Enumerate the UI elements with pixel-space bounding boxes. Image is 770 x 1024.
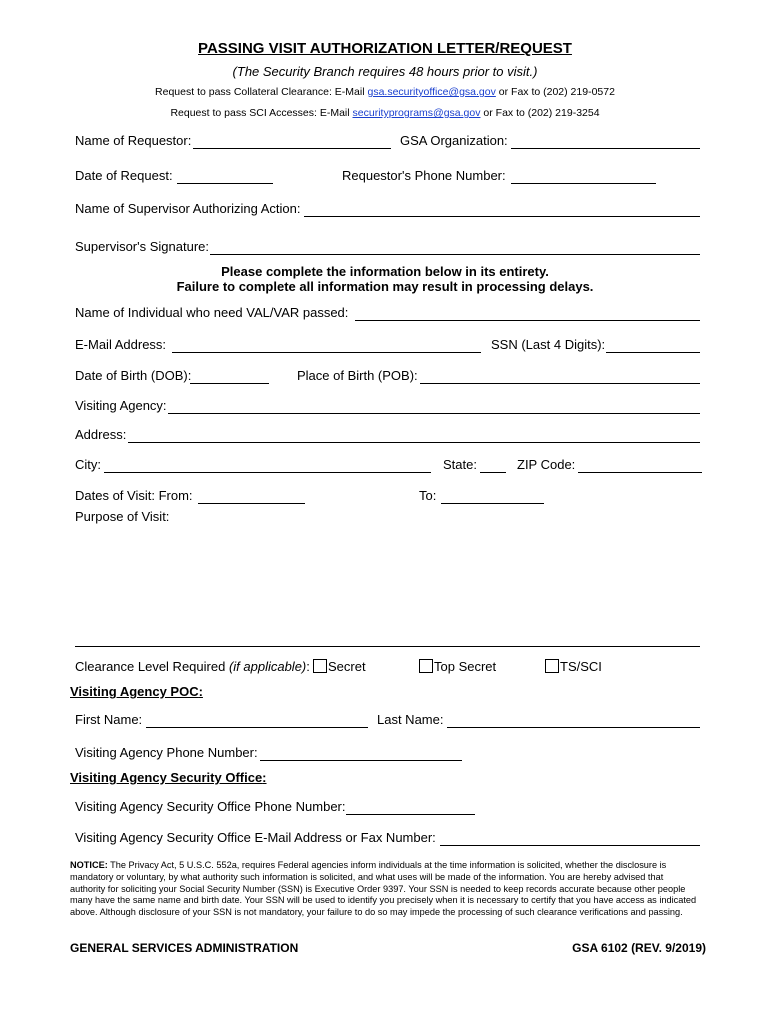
zip-field[interactable] [578, 472, 702, 473]
poc-first-name-field[interactable] [146, 727, 368, 728]
dates-to-label: To: [419, 488, 437, 503]
address-label: Address: [75, 427, 127, 442]
poc-phone-label: Visiting Agency Phone Number: [75, 745, 258, 760]
requestor-name-field[interactable] [193, 148, 391, 149]
supervisor-signature-label: Supervisor's Signature: [75, 239, 209, 254]
visiting-agency-field[interactable] [168, 413, 700, 414]
city-label: City: [75, 457, 101, 472]
ts-sci-checkbox[interactable] [545, 659, 559, 673]
ssn-label: SSN (Last 4 Digits): [491, 337, 606, 352]
zip-label: ZIP Code: [517, 457, 576, 472]
purpose-label: Purpose of Visit: [75, 509, 170, 524]
requestor-phone-field[interactable] [511, 183, 656, 184]
sci-email-link[interactable]: securityprograms@gsa.gov [352, 107, 481, 119]
poc-section-heading: Visiting Agency POC: [70, 684, 203, 699]
poc-last-name-field[interactable] [447, 727, 700, 728]
ssn-field[interactable] [606, 352, 700, 353]
poc-section-title: Visiting Agency POC [70, 684, 199, 699]
security-office-phone-field[interactable] [346, 814, 475, 815]
form-subtitle: (The Security Branch requires 48 hours prior to visit.) [232, 64, 538, 79]
security-office-section-title: Visiting Agency Security Office [70, 770, 263, 785]
collateral-email-link[interactable]: gsa.securityoffice@gsa.gov [367, 86, 496, 98]
security-office-section-heading: Visiting Agency Security Office: [70, 770, 267, 785]
visitor-name-field[interactable] [355, 320, 700, 321]
dates-to-field[interactable] [441, 503, 544, 504]
state-field[interactable] [480, 472, 506, 473]
sci-request-line [0, 107, 770, 119]
secret-checkbox[interactable] [313, 659, 327, 673]
notice-text: The Privacy Act, 5 U.S.C. 552a, requires Federal agencies inform individuals at the time information is solicited, whether the disclosure is mandatory or voluntary, by what authority such information is solicited, and what uses will be made of the information. You are hereby advised that authority for soliciting your Social Security Number (SSN) is Executive Order 9397. Your SSN is needed to keep records accurate because other people many have the same name and birth date. Your SSN will be used to identify you precisely when it is necessary to certify that you have access as indicated above. Although disclosure of your SSN is not mandatory, your failure to do so may impede the processing of such clearance verifications and passing. [70, 860, 697, 918]
form-title: PASSING VISIT AUTHORIZATION LETTER/REQUEST [198, 40, 572, 57]
privacy-act-notice [70, 860, 700, 919]
footer-agency: GENERAL SERVICES ADMINISTRATION [70, 941, 299, 955]
secret-option-label: Secret [328, 659, 366, 674]
visitor-name-label: Name of Individual who need VAL/VAR passed: [75, 305, 349, 320]
instructions-line-2: Failure to complete all information may result in processing delays. [176, 279, 594, 294]
poc-first-name-label: First Name: [75, 712, 143, 727]
visitor-email-label: E-Mail Address: [75, 337, 167, 352]
collateral-prefix: Request to pass Collateral Clearance: E-Mail [155, 86, 368, 98]
visitor-email-field[interactable] [172, 352, 481, 353]
sci-prefix: Request to pass SCI Accesses: E-Mail [170, 107, 353, 119]
collateral-request-line [0, 86, 770, 98]
sci-suffix: or Fax to (202) 219-3254 [480, 107, 600, 119]
clearance-label-italic: (if applicable) [228, 659, 307, 674]
top-secret-checkbox[interactable] [419, 659, 433, 673]
gsa-organization-label: GSA Organization: [400, 133, 508, 148]
supervisor-signature-field[interactable] [210, 254, 700, 255]
request-date-field[interactable] [177, 183, 273, 184]
poc-last-name-label: Last Name: [377, 712, 444, 727]
instructions-line-1: Please complete the information below in its entirety. [221, 264, 549, 279]
security-office-email-fax-field[interactable] [440, 845, 700, 846]
security-office-email-fax-label: Visiting Agency Security Office E-Mail Address or Fax Number: [75, 830, 436, 845]
ts-sci-option-label: TS/SCI [560, 659, 602, 674]
collateral-suffix: or Fax to (202) 219-0572 [495, 86, 615, 98]
requestor-phone-label: Requestor's Phone Number: [342, 168, 506, 183]
dob-label: Date of Birth (DOB): [75, 368, 192, 383]
pob-field[interactable] [420, 383, 700, 384]
request-date-label: Date of Request: [75, 168, 173, 183]
state-label: State: [443, 457, 477, 472]
address-field[interactable] [128, 442, 700, 443]
footer-form-number: GSA 6102 (REV. 9/2019) [572, 941, 706, 955]
security-office-phone-label: Visiting Agency Security Office Phone Number: [75, 799, 346, 814]
clearance-label-colon: : [306, 659, 310, 674]
top-secret-option-label: Top Secret [434, 659, 497, 674]
supervisor-name-field[interactable] [304, 216, 700, 217]
gsa-organization-field[interactable] [511, 148, 700, 149]
requestor-name-label: Name of Requestor: [75, 133, 192, 148]
dates-from-field[interactable] [198, 503, 305, 504]
city-field[interactable] [104, 472, 431, 473]
clearance-label [75, 659, 310, 674]
notice-heading: NOTICE: [70, 860, 108, 870]
purpose-field[interactable] [75, 646, 700, 647]
pob-label: Place of Birth (POB): [297, 368, 418, 383]
supervisor-name-label: Name of Supervisor Authorizing Action: [75, 201, 301, 216]
visiting-agency-label: Visiting Agency: [75, 398, 167, 413]
clearance-label-text: Clearance Level Required [75, 659, 229, 674]
dob-field[interactable] [190, 383, 269, 384]
poc-phone-field[interactable] [260, 760, 462, 761]
dates-from-label: Dates of Visit: From: [75, 488, 193, 503]
